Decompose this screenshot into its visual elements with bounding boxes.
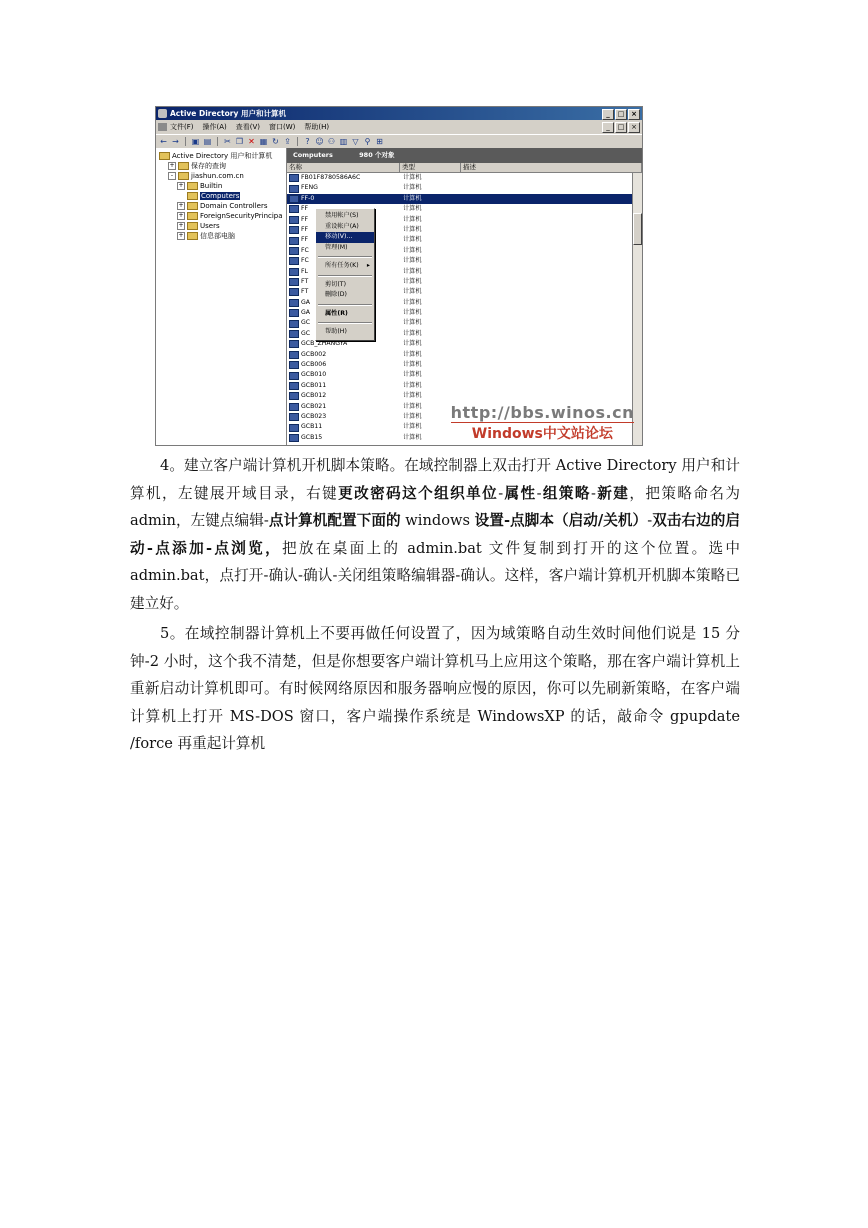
computer-name: GCB002 <box>301 350 327 358</box>
doc-controls <box>602 122 640 133</box>
computer-name: GCB11 <box>301 423 323 431</box>
folder-icon <box>187 232 198 240</box>
context-menu-item[interactable] <box>316 309 374 320</box>
computer-name: FC <box>301 246 309 254</box>
computer-icon <box>289 351 299 359</box>
computer-icon <box>289 299 299 307</box>
computer-icon <box>289 320 299 328</box>
tree-item[interactable] <box>156 201 286 211</box>
menu-help[interactable]: 帮助(H) <box>304 123 330 131</box>
doc-maximize-button[interactable]: □ <box>615 122 627 133</box>
computer-type: 计算机 <box>403 381 422 389</box>
context-menu-item[interactable] <box>316 211 374 222</box>
computer-name: GCB012 <box>301 392 327 400</box>
computer-icon <box>289 195 299 203</box>
computer-icon <box>289 247 299 255</box>
computer-name: GCB023 <box>301 412 327 420</box>
tree-item-label: 信息部电脑 <box>200 232 235 240</box>
properties-icon[interactable]: ▦ <box>259 137 268 146</box>
watermark <box>451 403 634 443</box>
computer-name: FF <box>301 205 309 213</box>
folder-icon <box>159 152 170 160</box>
toolbar-separator <box>297 137 298 146</box>
window-titlebar[interactable] <box>156 107 642 120</box>
details-title: Computers <box>293 151 333 159</box>
computer-name: GC <box>301 319 311 327</box>
computer-type: 计算机 <box>403 194 422 202</box>
computer-type: 计算机 <box>403 174 422 181</box>
column-description[interactable]: 描述 <box>461 163 642 172</box>
context-menu-item[interactable] <box>316 290 374 301</box>
computer-name: GCB15 <box>301 433 323 441</box>
computer-name-cell <box>287 360 401 370</box>
computer-type: 计算机 <box>403 412 422 420</box>
folder-icon <box>178 162 189 170</box>
filter-icon[interactable]: ▽ <box>352 137 359 146</box>
computer-name: FF <box>301 215 309 223</box>
bold-run: 组策略 <box>541 484 591 502</box>
context-menu-item[interactable] <box>316 243 374 254</box>
add-user-icon[interactable]: ☺ <box>315 137 324 146</box>
console-tree <box>156 148 287 445</box>
watermark-site: Windows中文站论坛 <box>451 422 634 443</box>
bold-run: 属性 <box>503 484 537 502</box>
context-menu-label: 重设帐户(A) <box>325 222 359 230</box>
tree-item-label: Domain Controllers <box>200 202 268 210</box>
expand-icon[interactable]: + <box>178 212 184 219</box>
computer-name: FC <box>301 257 309 265</box>
folder-icon <box>187 192 198 200</box>
back-icon[interactable]: ← <box>160 137 167 146</box>
find-icon[interactable]: ⚲ <box>364 137 371 146</box>
computer-name-cell <box>287 402 401 412</box>
computer-type: 计算机 <box>403 225 422 233</box>
copy-icon[interactable]: ❐ <box>235 137 244 146</box>
tree-item[interactable] <box>156 161 286 171</box>
bold-run: 新建 <box>595 484 630 502</box>
computer-type: 计算机 <box>403 329 422 337</box>
context-menu-label: 管理(M) <box>325 243 348 251</box>
computer-icon <box>289 278 299 286</box>
table-row[interactable] <box>287 350 632 360</box>
computer-icon <box>289 205 299 213</box>
text-run: - <box>536 484 542 502</box>
tree-item[interactable] <box>156 191 286 201</box>
toolbar <box>156 134 642 149</box>
context-menu-label: 移动(V)... <box>325 233 353 240</box>
forward-icon[interactable]: → <box>172 137 179 146</box>
context-menu-label: 剪切(T) <box>325 280 346 288</box>
text-run: windows <box>400 512 475 529</box>
tree-item-label: Users <box>200 222 220 230</box>
add-ou-icon[interactable]: ▥ <box>339 137 348 146</box>
expand-icon[interactable]: + <box>169 162 175 169</box>
computer-name-cell <box>287 350 401 360</box>
text-run: - <box>498 484 504 502</box>
menu-window[interactable]: 窗口(W) <box>269 123 296 131</box>
computer-type: 计算机 <box>403 215 422 223</box>
folder-icon <box>178 172 189 180</box>
refresh-icon[interactable]: ↻ <box>272 137 279 146</box>
computer-type: 计算机 <box>403 309 422 317</box>
bold-run: 设置-点脚本（启动/关机） <box>474 512 648 529</box>
bold-run: 双击右边的启动-点添加-点浏览， <box>130 512 740 557</box>
tree-item[interactable] <box>156 181 286 191</box>
computer-icon <box>289 372 299 380</box>
computer-name: GA <box>301 309 311 317</box>
computer-type: 计算机 <box>403 350 422 358</box>
context-menu-label: 禁用帐户(S) <box>325 212 359 219</box>
computer-type: 计算机 <box>403 298 422 306</box>
tree-item-label: ForeignSecurityPrincipa <box>200 212 283 220</box>
doc-close-button[interactable]: × <box>628 122 640 133</box>
paragraph-step-4 <box>130 452 740 617</box>
folder-icon <box>187 202 198 210</box>
computer-name-cell <box>287 412 401 422</box>
computer-type: 计算机 <box>403 423 422 431</box>
menu-separator <box>318 322 372 324</box>
computer-name: FL <box>301 267 309 275</box>
window-controls <box>602 109 640 120</box>
computer-type: 计算机 <box>403 236 422 244</box>
computer-icon <box>289 361 299 369</box>
context-menu-item[interactable] <box>316 327 374 338</box>
computer-icon <box>289 403 299 411</box>
computer-icon <box>289 392 299 400</box>
ad-app-icon <box>158 109 167 118</box>
table-row[interactable] <box>287 339 632 349</box>
tree-item-label: Active Directory 用户和计算机 <box>172 152 273 160</box>
text-run: 把放在桌面上的 admin.bat 文件复制到打开的这个位置。选中 admin.bat，点打开-确认-确认-关闭组策略编辑器-确认。这样，客户端计算机开机脚本策略已建立好。 <box>130 539 740 612</box>
watermark-url: http://bbs.winos.cn <box>450 403 634 422</box>
paragraph-step-5: 5。在域控制器计算机上不要再做任何设置了，因为域策略自动生效时间他们说是 15 分钟-2 小时，这个我不清楚，但是你想要客户端计算机马上应用这个策略，那在客户端计算机上重新启动计算机即可。有时候网络原因和服务器响应慢的原因，你可以先刷新策略，在客户端计算机上打开 MS-DOS 窗口，客户端操作系统是 WindowsXP 的话，敲命令 gpupdate /force 再重起计算机 <box>130 625 740 752</box>
computer-name: GCB006 <box>301 361 327 369</box>
computer-name-cell <box>287 370 401 380</box>
computer-name-cell <box>287 422 401 432</box>
toolbar-separator <box>217 137 218 146</box>
computer-name: GCB010 <box>301 371 327 379</box>
table-row[interactable] <box>287 183 632 193</box>
doc-minimize-button[interactable]: _ <box>602 122 614 133</box>
computer-name: GCB011 <box>301 381 327 389</box>
computer-type: 计算机 <box>403 246 422 254</box>
folder-icon <box>187 222 198 230</box>
computer-icon <box>289 216 299 224</box>
maximize-button[interactable]: □ <box>615 109 627 120</box>
computer-type: 计算机 <box>403 319 422 327</box>
scrollbar-thumb[interactable] <box>633 213 642 245</box>
table-row[interactable] <box>287 370 632 380</box>
computer-icon <box>289 185 299 193</box>
computer-type: 计算机 <box>403 402 422 410</box>
computer-name: FF <box>301 236 309 244</box>
computer-type: 计算机 <box>403 184 422 192</box>
column-name[interactable]: 名称 <box>287 163 400 172</box>
computer-name: GA <box>301 298 311 306</box>
computer-icon <box>289 226 299 234</box>
expand-icon[interactable]: + <box>178 182 184 189</box>
text-run: ，把策略命名为 admin，左键点编辑- <box>130 484 740 529</box>
folder-icon <box>187 212 198 220</box>
computer-icon <box>289 413 299 421</box>
toolbar-separator <box>185 137 186 146</box>
computer-name-cell <box>287 381 401 391</box>
computer-icon <box>289 424 299 432</box>
menu-separator <box>318 304 372 306</box>
computer-type: 计算机 <box>403 392 422 400</box>
expand-icon[interactable]: + <box>178 232 184 239</box>
computer-icon <box>289 288 299 296</box>
expand-icon[interactable]: + <box>178 222 184 229</box>
computer-icon <box>289 330 299 338</box>
computer-type: 计算机 <box>403 205 422 213</box>
submenu-arrow-icon: ▸ <box>366 262 370 269</box>
add-group-icon[interactable]: ⚇ <box>327 137 336 146</box>
menu-separator <box>318 256 372 258</box>
console-icon <box>158 123 167 131</box>
computer-type: 计算机 <box>403 340 422 348</box>
computer-name-cell <box>287 391 401 401</box>
bold-run: 更改密码这个组织单位 <box>338 484 499 502</box>
computer-type: 计算机 <box>403 288 422 296</box>
cut-icon[interactable]: ✂ <box>224 137 231 146</box>
context-menu-item[interactable] <box>316 232 374 243</box>
menu-view[interactable]: 查看(V) <box>235 123 261 131</box>
computer-name: GC <box>301 329 311 337</box>
computer-name: FT <box>301 277 309 285</box>
add-to-group-icon[interactable]: ⊞ <box>376 137 383 146</box>
computer-name: FT <box>301 288 309 296</box>
tree-item[interactable] <box>156 231 286 241</box>
computer-icon <box>289 268 299 276</box>
tree-item-label: Builtin <box>200 182 223 190</box>
computer-icon <box>289 237 299 245</box>
computer-type: 计算机 <box>403 433 422 441</box>
minimize-button[interactable]: _ <box>602 109 614 120</box>
tree-item-label: jiashun.com.cn <box>191 172 244 180</box>
object-count: 980 个对象 <box>359 151 395 159</box>
text-run: - <box>590 484 596 502</box>
computer-type: 计算机 <box>403 277 422 285</box>
computer-name-cell <box>287 194 401 204</box>
context-menu-item[interactable] <box>316 261 374 272</box>
computer-type: 计算机 <box>403 361 422 369</box>
table-row[interactable] <box>287 194 632 204</box>
export-icon[interactable]: ⇪ <box>284 137 291 146</box>
computer-name-cell <box>287 183 401 193</box>
computer-name-cell <box>287 433 401 443</box>
table-row[interactable] <box>287 381 632 391</box>
computer-icon <box>289 174 299 182</box>
help-icon[interactable]: ? <box>305 137 310 146</box>
tree-item-label: Computers <box>201 192 240 200</box>
context-menu-item[interactable] <box>316 280 374 291</box>
computer-name-cell <box>287 173 401 183</box>
computer-name: FENG <box>301 184 318 192</box>
delete-icon[interactable]: ✕ <box>248 137 255 146</box>
ad-screenshot <box>155 106 643 446</box>
computer-type: 计算机 <box>403 267 422 275</box>
computer-name: FF <box>301 225 309 233</box>
computer-icon <box>289 309 299 317</box>
computer-icon <box>289 257 299 265</box>
column-headers <box>287 163 642 173</box>
bold-run: 点计算机配置下面的 <box>268 512 401 529</box>
computer-icon <box>289 434 299 442</box>
computer-type: 计算机 <box>403 371 422 379</box>
tree-item[interactable] <box>156 211 286 221</box>
context-menu <box>315 208 375 341</box>
context-menu-label: 帮助(H) <box>325 328 347 335</box>
computer-name: FF-0 <box>301 194 315 202</box>
column-type[interactable]: 类型 <box>400 163 461 172</box>
computer-name: FB01F8780586A6C <box>301 174 361 181</box>
menu-separator <box>318 275 372 277</box>
tree-icon[interactable]: ▤ <box>203 137 212 146</box>
up-icon[interactable]: ▣ <box>191 137 200 146</box>
table-row[interactable] <box>287 391 632 401</box>
context-menu-item[interactable] <box>316 222 374 233</box>
close-button[interactable]: × <box>628 109 640 120</box>
collapse-icon[interactable]: - <box>168 172 176 180</box>
computer-type: 计算机 <box>403 257 422 265</box>
tree-item-label: 保存的查询 <box>191 162 226 170</box>
tree-item[interactable] <box>156 151 286 161</box>
text-run: - <box>647 512 653 529</box>
context-menu-label: 删除(D) <box>325 291 347 298</box>
computer-name-cell <box>287 339 401 349</box>
menu-file[interactable]: 文件(F) <box>170 123 194 131</box>
context-menu-label: 所有任务(K) <box>325 262 359 269</box>
table-row[interactable] <box>287 360 632 370</box>
computer-name: GCB021 <box>301 402 327 410</box>
expand-icon[interactable]: + <box>178 202 184 209</box>
computer-icon <box>289 340 299 348</box>
tree-item[interactable] <box>156 171 286 181</box>
computer-name: GCB_ZHANGYA <box>301 340 348 348</box>
folder-icon <box>187 182 198 190</box>
window-title: Active Directory 用户和计算机 <box>170 109 286 118</box>
menu-action[interactable]: 操作(A) <box>202 123 227 131</box>
tree-item[interactable] <box>156 221 286 231</box>
menubar <box>156 121 642 133</box>
computer-icon <box>289 382 299 390</box>
context-menu-label: 属性(R) <box>325 309 348 317</box>
details-header <box>287 148 642 163</box>
text-run: 4。建立客户端计算机开机脚本策略。在域控制器上双击打开 Active Directory 用户和计算机，左键展开域目录，右键 <box>130 457 740 502</box>
table-row[interactable] <box>287 173 632 183</box>
